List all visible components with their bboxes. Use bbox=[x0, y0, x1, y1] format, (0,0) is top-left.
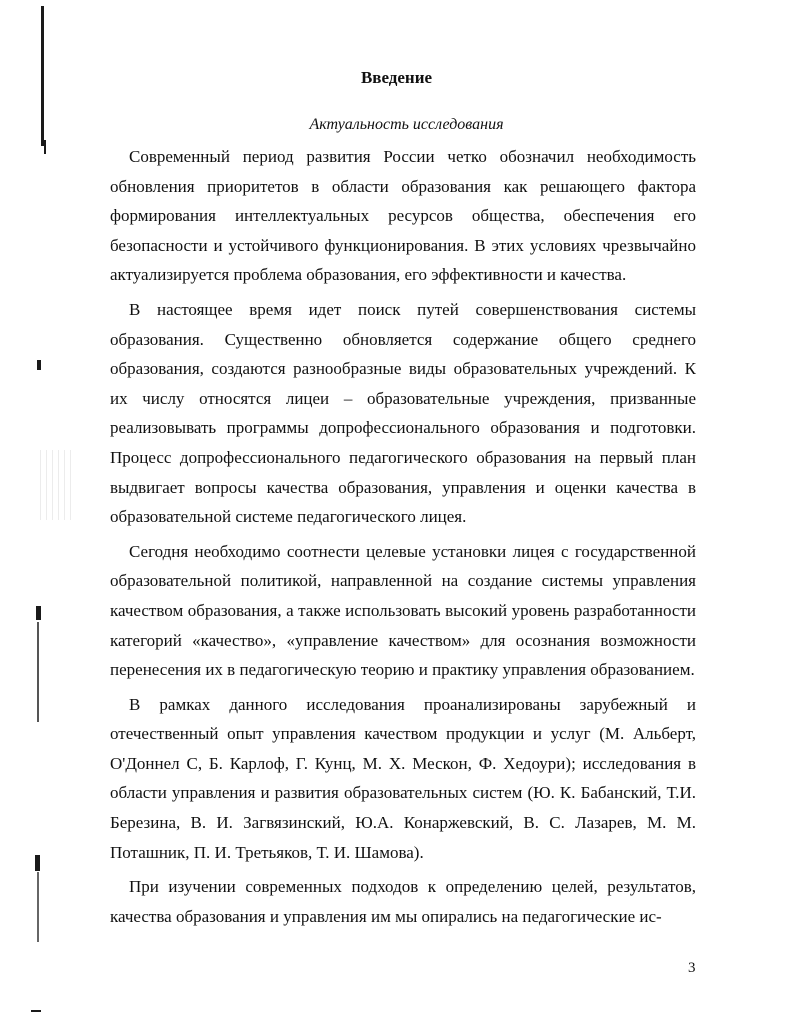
scan-edge-mark bbox=[44, 140, 46, 154]
paragraph: Современный период развития России четко обозначил необходимость обновления приоритетов в области образования как решающего фактора формирования интеллектуальных ресурсов общества, обеспечения его безопасности и устойчивого функционирования. В этих условиях чрезвычайно актуализируется проблема образования, его эффективности и качества. bbox=[110, 147, 696, 285]
scan-edge-mark bbox=[37, 360, 41, 370]
paragraph: В настоящее время идет поиск путей совершенствования системы образования. Существенно обновляется содержание общего среднего образования, создаются разнообразные виды образовательных учреждений. К их числу относятся лицеи – образовательные учреждения, призванные реализовывать программы допрофессионального образования и подготовки. Процесс допрофессионального педагогического образования на первый план выдвигает вопросы качества образования, управления и оценки качества в образовательной системе педагогического лицея. bbox=[110, 299, 696, 527]
paragraph: Сегодня необходимо соотнести целевые установки лицея с государственной образовательной политикой, направленной на создание системы управления качеством образования, а также использовать высокий уровень разработанности категорий «качество», «управление качеством» для осознания возможности перенесения их в педагогическую теорию и практику управления образованием. bbox=[110, 541, 696, 680]
section-subtitle: Актуальность исследования bbox=[309, 116, 504, 133]
paragraph: При изучении современных подходов к определению целей, результатов, качества образования и управления им мы опирались на педагогические ис- bbox=[110, 877, 696, 926]
page-title: Введение bbox=[360, 68, 433, 87]
scan-edge-mark bbox=[35, 855, 40, 871]
scan-edge-mark bbox=[31, 1010, 41, 1012]
scan-edge-mark bbox=[36, 606, 41, 620]
scan-noise bbox=[40, 450, 74, 520]
paragraph: В рамках данного исследования проанализированы зарубежный и отечественный опыт управления качеством продукции и услуг (М. Альберт, О'Доннел С, Б. Карлоф, Г. Кунц, М. Х. Мескон, Ф. Хедоури); исследования в области управления и развития образовательных систем (Ю. К. Бабанский, Т.И. Березина, В. И. Загвязинский, Ю.А. Конаржевский, В. С. Лазарев, М. М. Поташник, П. И. Третьяков, Т. И. Шамова). bbox=[110, 694, 696, 862]
scan-edge-mark bbox=[37, 872, 39, 942]
scan-edge-mark bbox=[37, 622, 39, 722]
body-text bbox=[110, 142, 696, 936]
page-number: 3 bbox=[688, 960, 696, 976]
